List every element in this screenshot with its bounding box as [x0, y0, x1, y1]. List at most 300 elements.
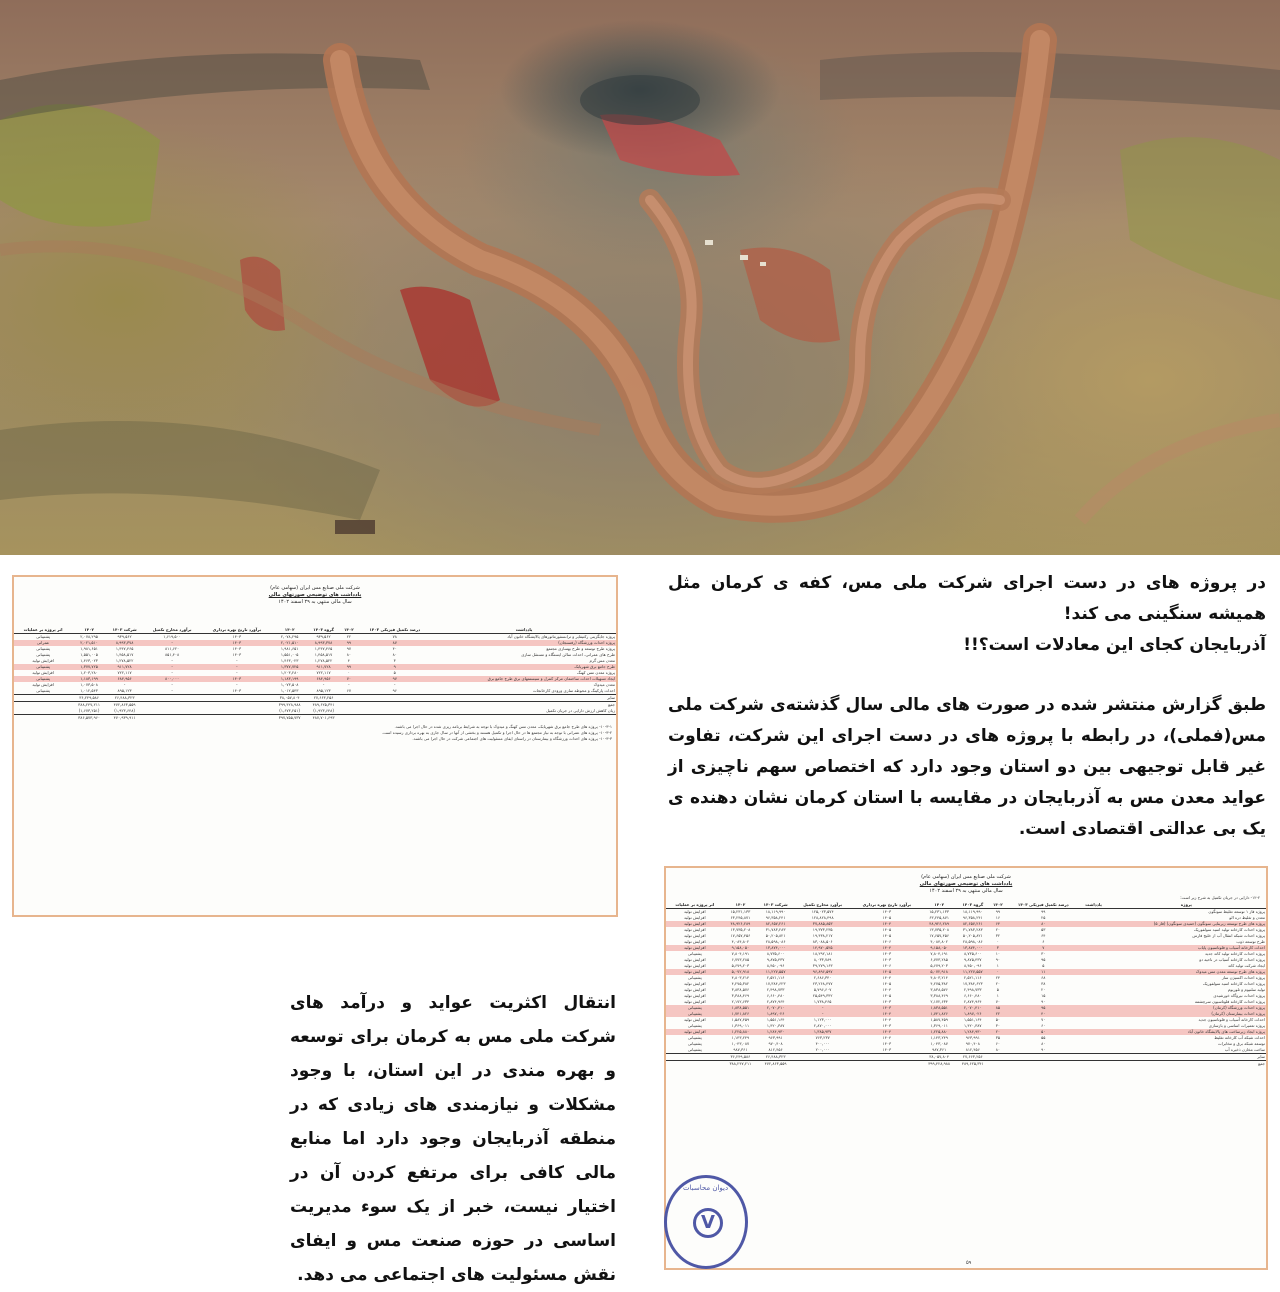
row-cell: پشتیبانی	[14, 664, 72, 670]
row-cell: افزایش تولید	[684, 933, 706, 938]
row-cell: ۱,۰۴۳,۰۸۷	[930, 1041, 948, 1046]
row-cell: ۵	[996, 987, 999, 992]
row-cell: ۱۴۰۴	[882, 987, 892, 992]
row-cell: ۸۰	[1041, 1041, 1046, 1046]
row-cell: ۲۲	[346, 634, 352, 639]
row-cell: ۹۹	[1041, 909, 1046, 914]
row-cell: ۴,۸۰۳,۲۱۴	[731, 975, 750, 980]
doc2-col-header: شرکت ۱۴۰۳	[757, 901, 794, 909]
row-cell: ۸۵۱,۴۰۸	[165, 652, 180, 657]
row-cell: ۱۳,۷۳۵,۲۰۸	[730, 927, 751, 932]
row-cell: ۵,۶۷۹,۲۰۳	[731, 963, 750, 968]
row-cell: ۳۷,۸۸۵,۸۵۳	[794, 921, 851, 927]
row-cell: ۲۵,۵۴۹,۳۴۲	[812, 993, 833, 998]
doc1-col-header: برآورد مخارج تکمیل	[143, 626, 201, 634]
doc1-header-company: شرکت ملی صنایع مس ایران (سهامی عام)	[270, 585, 360, 591]
row-cell: ۱۴۰۳	[882, 951, 892, 956]
row-cell: ۲۵	[1041, 915, 1046, 920]
row-cell: افزایش تولید	[666, 921, 724, 927]
row-cell: ۹,۸۷۵,۴۳۷	[766, 957, 785, 962]
row-label: جمع	[432, 702, 616, 709]
row-cell: ۴۸,۹۲۶,۲۸۹	[922, 921, 956, 927]
row-cell: ۵۰	[995, 1017, 1001, 1022]
row-cell: ۴۰	[1006, 1011, 1080, 1017]
row-cell: پشتیبانی	[666, 1005, 724, 1011]
row-cell: ۲,۰۷۸,۲۹۵	[80, 634, 98, 639]
doc1-col-header: گروه ۱۴۰۳	[307, 626, 341, 634]
row-cell: ۸۰	[346, 652, 352, 657]
row-cell	[851, 1061, 922, 1068]
row-cell	[341, 695, 358, 702]
row-cell: ۱۸,۱۱۹,۹۹۰	[765, 909, 786, 914]
doc2-page-number: ۵۹	[966, 1260, 972, 1266]
row-cell: ۱,۲۸۴,۹۳۰	[757, 1029, 794, 1035]
row-cell: ۷۲۲,۱۱۷	[316, 670, 331, 675]
row-cell: ۴۰۰,۰۰۰	[815, 1041, 830, 1046]
row-cell: ۱,۳۶۹,۰۱۱	[731, 1023, 750, 1028]
row-cell: ۲۰	[990, 1029, 1007, 1035]
row-cell: ۲,۰۷۰,۴۱۰	[956, 1005, 990, 1011]
row-label: توسعه شبکه برق و مخابرات	[1217, 1041, 1265, 1046]
row-cell: ۴,۰۸۴,۸۰۲	[731, 939, 750, 944]
row-cell	[851, 1054, 922, 1061]
row-cell: -	[236, 670, 238, 675]
row-label: پروژه جایگزینی رکتیفایر و ترانسفورماتورهای پالایشگاه خاتون آباد	[507, 634, 615, 639]
row-cell: افزایش تولید	[684, 909, 706, 914]
doc1-col-header: ۱۴۰۲	[273, 626, 307, 634]
row-label: پروژه احداث کارخانه اسید سولفوریک	[1202, 981, 1265, 986]
row-cell: ۱۴۰۴	[882, 1017, 892, 1022]
row-cell: ۱,۵۵۱,۱۶۴	[963, 1017, 982, 1022]
paragraph-1: طبق گزارش منتشر شده در صورت های مالی سال گذشته‌ی شرکت ملی مس(فملی)، در رابطه با پروژه های در دست اجرای این شرکت، تفاوت غیر قابل توجیهی بین دو استان وجود دارد که اختصاص سهم ناچیزی از عواید معدن مس به آذربایجان در مقایسه با استان کرمان نشان دهنده ی یک بی عدالتی اقتصادی است.	[668, 695, 1266, 839]
row-cell: ۵۰	[1006, 1029, 1080, 1035]
row-cell: ۱۴۰۳	[882, 909, 892, 914]
row-cell: ۹۷۰,۴۰۸	[965, 1041, 980, 1046]
doc1-note: ۱۰-۳-۱- پروژه های طرح جامع برق شهربابک، معدن مس کهنگ و میدوک با توجه به شرایط برنامه ریزی شده در حال اجرا می باشند.	[394, 724, 612, 729]
stamp-glyph: V	[693, 1208, 723, 1238]
row-label: طرح توسعه ذوب	[1236, 939, 1265, 944]
row-cell: ۱۴۰۵	[882, 933, 892, 938]
row-label: پروژه احداث اکسیژن ساز	[1221, 975, 1265, 980]
row-cell	[201, 695, 273, 702]
row-cell: ۹۰	[995, 957, 1001, 962]
doc1-col-header: اثر پروژه بر عملیات	[14, 626, 72, 634]
row-label: معدن مس گرم	[589, 658, 615, 663]
doc1-notes	[14, 721, 616, 745]
official-stamp	[664, 1175, 748, 1269]
doc2-header-title: یادداشت های توضیحی صورتهای مالی	[919, 881, 1013, 887]
row-cell: ۹,۸۷۵,۴۳۷	[963, 957, 982, 962]
row-cell: ۸,۷۳۵,۶۰۰	[766, 951, 785, 956]
row-cell: ۱۳,۷۳۵,۲۰۸	[929, 927, 950, 932]
row-cell: ۱,۴۶۳,۰۲۳	[280, 658, 299, 663]
row-cell: ۹۵	[1006, 1005, 1080, 1011]
row-label: پروژه احداث شبکه انتقال آب از خلیج فارس	[1192, 933, 1265, 938]
row-cell: ۱,۱۸۳,۱۹۹	[273, 676, 307, 682]
row-cell: ۱,۸۹۷,۰۲۶	[757, 1011, 794, 1017]
row-cell: ۳۹۹,۴۲۸,۹۸۸	[922, 1061, 956, 1068]
row-cell: افزایش تولید	[32, 682, 54, 687]
row-cell: ۱,۰۴۳,۰۸۷	[731, 1041, 750, 1046]
row-cell: ۱,۸۳۸,۵۵۱	[724, 1005, 758, 1011]
row-cell: ۱۴۰۴	[882, 975, 892, 980]
row-label: زیان کاهش ارزش دارایی در جریان تکمیل	[546, 708, 615, 713]
row-cell	[666, 1054, 724, 1061]
row-label: پروژه احداث کارخانه فلوتاسیون سرچشمه	[1194, 999, 1265, 1004]
row-cell: ۳۶,۲۴۹,۵۸۶	[724, 1054, 758, 1061]
row-cell: ۱۰	[995, 951, 1001, 956]
row-cell: ۱,۱۴۳,۲۴۹	[930, 1035, 948, 1040]
row-cell: ۱,۳۷۷,۷۲۵	[273, 664, 307, 670]
row-cell: ۶	[1042, 939, 1045, 944]
row-label: جمع	[1107, 1061, 1266, 1068]
row-cell: ۱۴۰۵	[851, 969, 922, 975]
row-cell: -	[322, 682, 325, 687]
row-cell: ۱۴۰۳	[882, 1047, 892, 1052]
row-cell: ۱۴۰۴	[851, 1011, 922, 1017]
row-cell: ۶۳,۲۴۵,۸۷۱	[730, 915, 751, 920]
row-cell: ۳۸,۰۵۷,۸۰۴	[273, 695, 307, 702]
row-cell: ۱,۵۸۷,۴۵۹	[731, 1017, 750, 1022]
row-cell: ۱,۱۸۳,۱۹۹	[72, 676, 106, 682]
row-label: سایر	[1107, 1054, 1266, 1061]
row-cell: ۹۰	[1041, 999, 1046, 1004]
row-cell: -	[794, 1005, 851, 1011]
doc1-col-header: شرکت ۱۴۰۳	[106, 626, 143, 634]
row-cell: ۸,۹۹۳,۳۷۸	[307, 640, 341, 646]
row-cell: ۱۱,۲۲۷,۵۵۷	[757, 969, 794, 975]
row-cell: ۷۲۲,۱۱۷	[117, 670, 132, 675]
table-row	[666, 1054, 1266, 1061]
row-label: احداث شبکه آب کارخانه تغلیظ	[1214, 1035, 1265, 1040]
row-cell: (۱,۹۲۳,۶۴۸)	[114, 708, 135, 713]
row-cell: ۸۲,۶۵۷,۲۶۱	[956, 921, 990, 927]
row-cell: ۶۴	[990, 921, 1007, 927]
row-cell: ۵	[1042, 963, 1045, 968]
doc1-header-title: یادداشت های توضیحی صورتهای مالی	[268, 592, 362, 598]
row-cell: پشتیبانی	[687, 975, 702, 980]
row-cell: ۲,۵۲۱,۱۱۶	[963, 975, 982, 980]
row-cell: ۳۸۸,۲۴۷,۲۱۱	[72, 702, 106, 709]
row-cell: ۹۵	[1041, 957, 1046, 962]
row-cell: ۴,۸۰۳,۲۱۴	[930, 975, 948, 980]
row-cell: ۳,۸۳۸,۵۷۶	[731, 987, 750, 992]
row-cell: ۵,۰۷۲,۹۱۸	[922, 969, 956, 975]
row-label: پروژه های طرح توسعه زیربنایی سونگون (حمیدی سونگون) (فاز ۵)	[1107, 921, 1266, 927]
row-label: پروژه های طرح توسعه معدن مس میدوک	[1107, 969, 1266, 975]
row-cell: ۹۹	[995, 909, 1001, 914]
row-cell: -	[794, 1011, 851, 1017]
row-cell: ۵۰,۲۰۵,۸۲۱	[765, 933, 786, 938]
row-cell: ۹۷۰,۴۰۸	[768, 1041, 783, 1046]
doc1-col-header: یادداشت	[432, 626, 616, 634]
row-cell	[1006, 1054, 1080, 1061]
row-cell: ۹۷	[346, 646, 352, 651]
row-label: معدن و تغلیظ دره الو	[1229, 915, 1265, 920]
row-cell: ۲,۸۷۴,۹۶۴	[766, 999, 785, 1004]
row-cell: -	[236, 682, 238, 687]
row-cell: پشتیبانی	[36, 652, 51, 657]
row-cell: ۳۹۷,۷۵۵,۷۳۷	[273, 715, 307, 722]
row-cell: ۱,۷۴۱,۸۲۶	[922, 1011, 956, 1017]
row-cell: ۵,۶۷۹,۲۰۳	[930, 963, 948, 968]
row-cell: ۹۸۷,۳۶۱	[932, 1047, 947, 1052]
row-cell: ۱,۰۷۳,۵۰۸	[80, 682, 98, 687]
doc2-header-company: شرکت ملی صنایع مس ایران (سهامی عام)	[921, 874, 1011, 880]
doc1-header-period: سال مالی منتهی به ۲۹ اسفند ۱۴۰۲	[278, 599, 352, 605]
row-cell: ۶۸۴,۹۵۶	[106, 676, 143, 682]
row-cell: ۱,۸۳۸,۵۵۱	[922, 1005, 956, 1011]
row-cell: ۱۴۰۳	[882, 1023, 892, 1028]
row-cell: ۹۹	[341, 664, 358, 670]
row-cell: ۱۴۰۳	[201, 640, 273, 646]
row-cell: ۷۰	[995, 999, 1001, 1004]
row-label: پروژه احداث ورزشگاه (کرمان)	[1107, 1005, 1266, 1011]
row-cell	[1080, 1061, 1106, 1068]
row-cell: ۱,۲۸۴,۹۳۰	[956, 1029, 990, 1035]
row-cell: ۱,۰۷۳,۵۰۸	[280, 682, 299, 687]
mine-photo-drawing	[0, 0, 1280, 555]
row-cell: ۳۲	[995, 933, 1001, 938]
row-cell: ۸۲,۶۵۷,۲۶۱	[757, 921, 794, 927]
row-cell: پشتیبانی	[36, 688, 51, 693]
row-label: پروژه فاز ۱ توسعه تغلیظ سونگون	[1208, 909, 1265, 914]
row-label: احداث پارکینگ و محوطه سازی ورودی کارخانجات	[532, 688, 615, 693]
row-cell: ۱۴۰۳	[232, 688, 242, 693]
row-cell: ۳۱,۷۸۳,۲۸۳	[765, 927, 786, 932]
row-cell: ۵۳	[1041, 927, 1046, 932]
row-cell: افزایش تولید	[32, 658, 54, 663]
row-cell: -	[171, 682, 173, 687]
row-cell: ۹۱۱,۷۲۸	[106, 664, 143, 670]
row-cell: -	[201, 664, 273, 670]
mine-photo	[0, 0, 1280, 555]
row-cell: ۱۲۵,۰۲۳,۵۷۴	[811, 909, 834, 914]
row-cell: ۴۷۰,۹۳۹,۹۱۱	[106, 715, 143, 722]
row-cell: ۱۴۰۶	[882, 963, 892, 968]
financial-document-2	[664, 866, 1268, 1270]
row-cell: افزایش تولید	[666, 969, 724, 975]
row-cell: ۱۴۰۳	[201, 676, 273, 682]
row-cell: ۷,۸۰۴,۱۹۱	[930, 951, 948, 956]
row-cell	[794, 1054, 851, 1061]
row-cell: ۲,۰۲۱,۵۱۰	[273, 640, 307, 646]
row-cell: افزایش تولید	[32, 670, 54, 675]
row-cell: ۷۸	[392, 634, 397, 639]
row-cell: ۲,۵۲۱,۱۱۶	[766, 975, 785, 980]
row-cell: ۷,۸۰۴,۱۹۱	[731, 951, 750, 956]
row-cell: ۳۹۹,۴۲۸,۹۸۸	[273, 702, 307, 709]
row-cell: ۱۴۰۳	[232, 652, 242, 657]
row-cell: پشتیبانی	[666, 1011, 724, 1017]
row-cell: ۷۶۳,۲۳۷	[815, 1035, 830, 1040]
row-cell: افزایش تولید	[684, 981, 706, 986]
doc2-col-header: ۱۴۰۲	[724, 901, 758, 909]
row-cell: ۲۰۰,۰۰۰	[815, 1047, 830, 1052]
doc2-col-header: برآورد تاریخ بهره برداری	[851, 901, 922, 909]
row-cell: ۱۲۸,۸۲۸,۴۹۸	[811, 915, 834, 920]
row-cell: پشتیبانی	[687, 1035, 702, 1040]
row-cell: ۱۵	[1041, 993, 1046, 998]
row-cell: ۴,۲۷۵,۳۸۲	[731, 981, 750, 986]
row-cell: ۸,۷۳۵,۶۰۰	[963, 951, 982, 956]
row-cell: ۳	[393, 658, 396, 663]
row-cell: ۹۹	[341, 640, 358, 646]
row-cell: ۸۷	[357, 640, 432, 646]
row-cell: پشتیبانی	[687, 1041, 702, 1046]
row-cell: پشتیبانی	[687, 951, 702, 956]
row-cell: ۳۸	[1041, 981, 1046, 986]
row-cell: ۱۴۰۴	[851, 1029, 922, 1035]
row-cell: ۱,۴۲۰,۳۸۷	[963, 1023, 982, 1028]
row-cell: ۱۹,۴۳۸,۲۱۷	[812, 933, 833, 938]
row-cell: ۲,۰۲۱,۵۱۰	[72, 640, 106, 646]
row-cell: ۱۷,۳۸۴,۶۲۳	[765, 981, 786, 986]
row-cell: ۱۴,۹۷۰,۵۲۵	[794, 945, 851, 951]
row-label: احداث کارخانه آسیاب و فلوتاسیون پایاب	[1107, 945, 1266, 951]
row-cell: ۵,۷۹۶,۶۰۷	[813, 987, 832, 992]
row-cell: ۱,۴۶۳,۰۲۳	[80, 658, 98, 663]
row-cell: -	[171, 688, 173, 693]
row-cell: ۳,۳۸۸,۴۶۹	[930, 993, 948, 998]
financial-document-1	[12, 575, 618, 917]
row-cell: ۱,۱۴۳,۲۴۹	[731, 1035, 750, 1040]
row-cell: ۴	[347, 658, 350, 663]
doc1-note: ۱۰-۳-۲- پروژه های عمرانی با توجه به نیاز مجتمع ها در حال اجرا و تکمیل هستند و بخشی از آنها در سال جاری به بهره برداری رسیده است.	[381, 730, 612, 735]
row-cell: ۲,۰۷۸,۲۹۵	[280, 634, 299, 639]
row-cell: ۱۷,۶۵۷,۴۵۶	[730, 933, 751, 938]
row-cell: ۱,۰۱۲,۵۴۳	[80, 688, 98, 693]
row-label: پروژه احداث بیمارستان (کرمان)	[1107, 1011, 1266, 1017]
headline-line-2: آذربایجان کجای این معادلات است؟!!	[963, 635, 1266, 655]
row-cell: ۸,۴۵۰,۰۹۶	[963, 963, 982, 968]
row-cell: ۹۶۳,۹۹۱	[965, 1035, 980, 1040]
row-cell: ۴۰	[392, 646, 397, 651]
row-cell: ۸۹۵,۱۲۳	[117, 688, 132, 693]
row-cell: ۳۶,۲۴۹,۵۸۶	[72, 695, 106, 702]
row-cell: -	[143, 640, 201, 646]
row-cell: ۶,۶۶۰,۴۸۰	[963, 993, 982, 998]
row-cell: ۳,۸۳۸,۵۷۶	[930, 987, 948, 992]
row-cell: ۲۰	[995, 927, 1001, 932]
row-cell: افزایش تولید	[666, 1029, 724, 1035]
row-cell: ۹,۱۵۸,۰۵۰	[724, 945, 758, 951]
row-cell: ۳۰	[1041, 951, 1046, 956]
row-cell: -	[171, 670, 173, 675]
doc2-col-header: پروژه	[1107, 901, 1266, 909]
row-cell: ۷۰	[1041, 1017, 1046, 1022]
row-cell: ۹۶,۸۹۶,۵۹۷	[794, 969, 851, 975]
row-cell: ۲,۶۸۶,۳۴۰	[813, 975, 832, 980]
row-cell: ۱,۴۴۷,۴۶۵	[314, 646, 333, 651]
row-cell: ۲,۴۹۸,۷۳۳	[963, 987, 982, 992]
row-cell: ۶۴	[1041, 933, 1046, 938]
row-label: پروژه ایجاد زیرساخت های پالایشگاه خاتون آباد	[1107, 1029, 1266, 1035]
row-cell: ۰	[996, 939, 999, 944]
row-cell: ۱۴۰۵	[882, 927, 892, 932]
row-label: طرح های عمرانی، احداث سالن ایستگاه و مستقل سازی	[521, 652, 615, 657]
row-cell: ۶,۷۷۳,۲۸۵	[731, 957, 750, 962]
row-cell: ۳۸۶,۵۷۳,۹۶۰	[72, 715, 106, 722]
row-cell: ۸۵	[990, 1005, 1007, 1011]
row-cell: ۱۴۰۳	[882, 999, 892, 1004]
row-cell: ۵۰,۲۰۵,۸۲۱	[962, 933, 983, 938]
row-cell: ۱۴۰۳	[232, 634, 242, 639]
row-cell: ۱,۵۸۷,۴۵۹	[930, 1017, 948, 1022]
row-cell: ۹۷	[357, 676, 432, 682]
row-label: پروژه احداث کارخانه آسیاب در ناحیه دو	[1199, 957, 1265, 962]
row-cell: -	[393, 682, 396, 687]
row-cell: ۱,۵۵۱,۰۰۵	[280, 652, 299, 657]
row-cell: ۲,۱۷۲,۶۳۴	[930, 999, 948, 1004]
row-cell: (۱,۶۷۳,۲۵۱)	[279, 708, 300, 713]
row-cell: ۳۱,۷۸۳,۲۸۳	[962, 927, 983, 932]
row-cell: ۲,۸۷۰,۰۰۰	[813, 1023, 832, 1028]
row-label: پروژه احداث نیروگاه خورشیدی	[1213, 993, 1265, 998]
row-cell: ۲۶,۴۸۸,۳۲۳	[106, 695, 143, 702]
row-cell: ۹۶,۳۵۸,۲۴۱	[765, 915, 786, 920]
row-cell: ۹۶,۳۵۸,۲۴۱	[962, 915, 983, 920]
row-cell: ۹۳۹,۵۶۲	[117, 634, 132, 639]
row-cell: پشتیبانی	[36, 646, 51, 651]
row-cell: ۵۵	[1041, 1035, 1046, 1040]
row-cell: -	[236, 658, 238, 663]
row-cell: ۱,۲۰۳,۲۸۰	[280, 670, 299, 675]
row-cell: ۱,۴۴۷,۴۶۵	[115, 646, 134, 651]
row-cell: ۱,۴۵۸,۵۱۷	[115, 652, 134, 657]
row-cell: ۱۷,۶۵۷,۴۵۶	[929, 933, 950, 938]
row-cell: ۴۷۲,۸۶۳,۵۵۹	[757, 1061, 794, 1068]
row-cell: ۱۴۰۴	[851, 921, 922, 927]
row-cell	[14, 695, 72, 702]
row-cell: ۹۸۷,۳۶۱	[733, 1047, 748, 1052]
row-cell: ۱,۹۸۱,۶۵۱	[80, 646, 98, 651]
row-label: پروژه احداث کارخانه تولید اسید سولفوریک	[1193, 927, 1265, 932]
row-cell: ۸۹۵,۱۲۳	[316, 688, 331, 693]
row-label: پروژه طرح توسعه و طرح بهسازی مجتمع	[546, 646, 615, 651]
row-cell: ۲,۱۷۲,۶۳۴	[731, 999, 750, 1004]
doc2-col-header: درصد تکمیل فیزیکی ۱۴۰۳	[1006, 901, 1080, 909]
row-cell: ۲۰	[1041, 987, 1046, 992]
doc1-col-header: ۱۴۰۲	[341, 626, 358, 634]
row-cell: پشتیبانی	[36, 634, 51, 639]
doc2-table-title: ۱۲-۲- دارایی در جریان تکمیل به شرح زیر است:	[1180, 895, 1260, 900]
row-cell: ۴۸۹,۶۲۵,۳۴۱	[307, 702, 341, 709]
row-cell: ۱,۲۲۵,۸۸۰	[922, 1029, 956, 1035]
row-cell	[990, 1061, 1007, 1068]
row-cell: ۱,۵۵۱,۰۰۵	[80, 652, 98, 657]
row-cell: ۴۸,۹۲۶,۲۸۹	[724, 921, 758, 927]
row-cell: ۱,۵۵۱,۱۶۴	[766, 1017, 785, 1022]
row-cell: ۱۵,۲۳۱,۱۳۳	[929, 909, 950, 914]
row-cell: ۸۱۲,۴۵۶	[965, 1047, 980, 1052]
row-label: تولید سلنیوم و تلوریوم	[1227, 987, 1265, 992]
row-cell: ۲۷,۶۶۳,۲۵۶	[956, 1054, 990, 1061]
row-cell: (۱,۶۷۳,۲۵۱)	[78, 708, 100, 713]
doc2-header-period: سال مالی منتهی به ۲۹ اسفند ۱۴۰۲	[929, 888, 1003, 894]
row-cell: ۱,۷۴۱,۸۲۶	[724, 1011, 758, 1017]
row-cell: ۱,۸۹۷,۰۲۶	[956, 1011, 990, 1017]
doc1-col-header: برآورد تاریخ بهره برداری	[201, 626, 273, 634]
row-cell: ۲۷,۶۶۳,۲۵۶	[307, 695, 341, 702]
row-cell: ۴,۰۸۴,۸۰۲	[930, 939, 948, 944]
row-cell: افزایش تولید	[684, 939, 706, 944]
row-cell: -	[171, 658, 173, 663]
row-cell: ۹۰	[1041, 1047, 1046, 1052]
row-cell: ۴۷۲,۸۶۳,۵۵۹	[106, 702, 143, 709]
paragraph-2: انتقال اکثریت عواید و درآمد های شرکت ملی مس به کرمان برای توسعه و بهره مندی در این استان، با وجود مشکلات و نیازمندی های زیادی که در منطقه آذربایجان وجود دارد اما منابع مالی کافی برای مرتفع کردن آن در اختیار نیست، خبر از یک سوء مدیریت اساسی در حوزه صنعت مس و ایفای نقش مسئولیت های اجتماعی می دهد.	[290, 993, 616, 1285]
row-cell: -	[143, 664, 201, 670]
